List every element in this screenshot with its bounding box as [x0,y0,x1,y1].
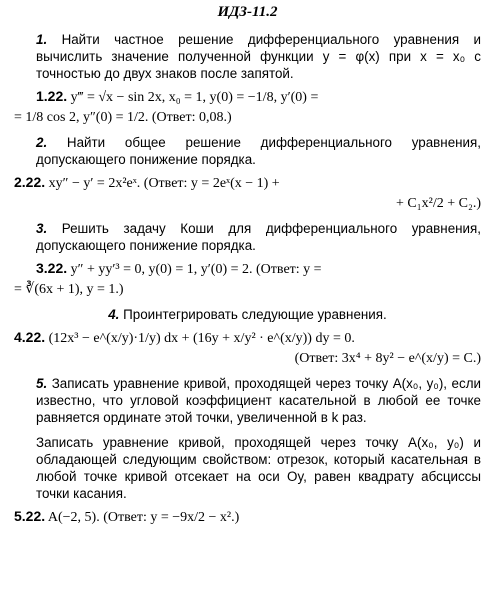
task-5-variant: Записать уравнение кривой, проходящей через точку A(x₀, y₀) и обладающей следующим свойством: отрезок, который касательная в любой точке кривой отсекает на оси Oy, равен квадрату абсциссы точки касания. [36,435,481,501]
task-5 [14,375,481,426]
task-number: 3. [36,221,48,236]
task-number: 4. [108,307,120,322]
problem-id: 5.22. [14,508,46,524]
solution-line-2: = 1/8 cos 2, y″(0) = 1/2. (Ответ: 0,08.) [14,110,232,125]
solution-line-2: = ∛(6x + 1), y = 1.) [14,282,124,297]
task-number: 5. [36,376,48,391]
solution-text: A(−2, 5). (Ответ: y = −9x/2 − x².) [47,510,240,525]
solution-text: (12x³ − e^(x/y)·1/y) dx + (16y + x/y² · e^(x/y)) dy = 0. [48,331,355,346]
solution-line [14,172,481,194]
solution-line-2: + C₁x²/2 + C₂.) [396,196,481,211]
solution-1 [14,86,481,128]
solution-text: y″ + yy′³ = 0, y(0) = 1, y′(0) = 2. (Ответ: y = [70,262,322,277]
solution-line [14,506,481,528]
task-text: Записать уравнение кривой, проходящей через точку A(x₀, y₀), если известно, что угловой коэффициент касательной в любой ее точке равняется ординате этой точки, увеличенной в k раз. [36,376,481,425]
problem-id: 2.22. [14,174,46,190]
solution-2 [14,172,481,214]
task-text: Найти частное решение дифференциального уравнения и вычислить значение полученной функции y = φ(x) при x = x₀ с точностью до двух знаков после запятой. [36,32,481,81]
task-1 [14,31,481,82]
problem-id: 3.22. [36,260,68,276]
solution-4 [14,327,481,369]
solution-text: xy″ − y′ = 2x²eˣ. (Ответ: y = 2eˣ(x − 1) + [48,176,280,191]
task-text: Проинтегрировать следующие уравнения. [123,307,387,322]
solution-line [14,258,481,280]
problem-id: 1.22. [36,88,68,104]
solution-line [14,327,481,349]
task-2 [14,134,481,168]
task-3 [14,220,481,254]
page-title: ИДЗ-11.2 [217,4,278,20]
task-text: Решить задачу Коши для дифференциального уравнения, допускающего понижение порядка. [36,221,481,253]
problem-id: 4.22. [14,329,46,345]
solution-text: y‴ = √x − sin 2x, x₀ = 1, y(0) = −1/8, y′(0) = [70,90,319,105]
task-number: 1. [36,32,48,47]
task-4 [14,306,481,323]
task-text: Найти общее решение дифференциального уравнения, допускающего понижение порядка. [36,135,481,167]
task-number: 2. [36,135,48,150]
solution-line [14,86,481,108]
solution-5 [14,506,481,528]
solution-3 [14,258,481,300]
solution-line-2: (Ответ: 3x⁴ + 8y² − e^(x/y) = C.) [294,351,481,366]
